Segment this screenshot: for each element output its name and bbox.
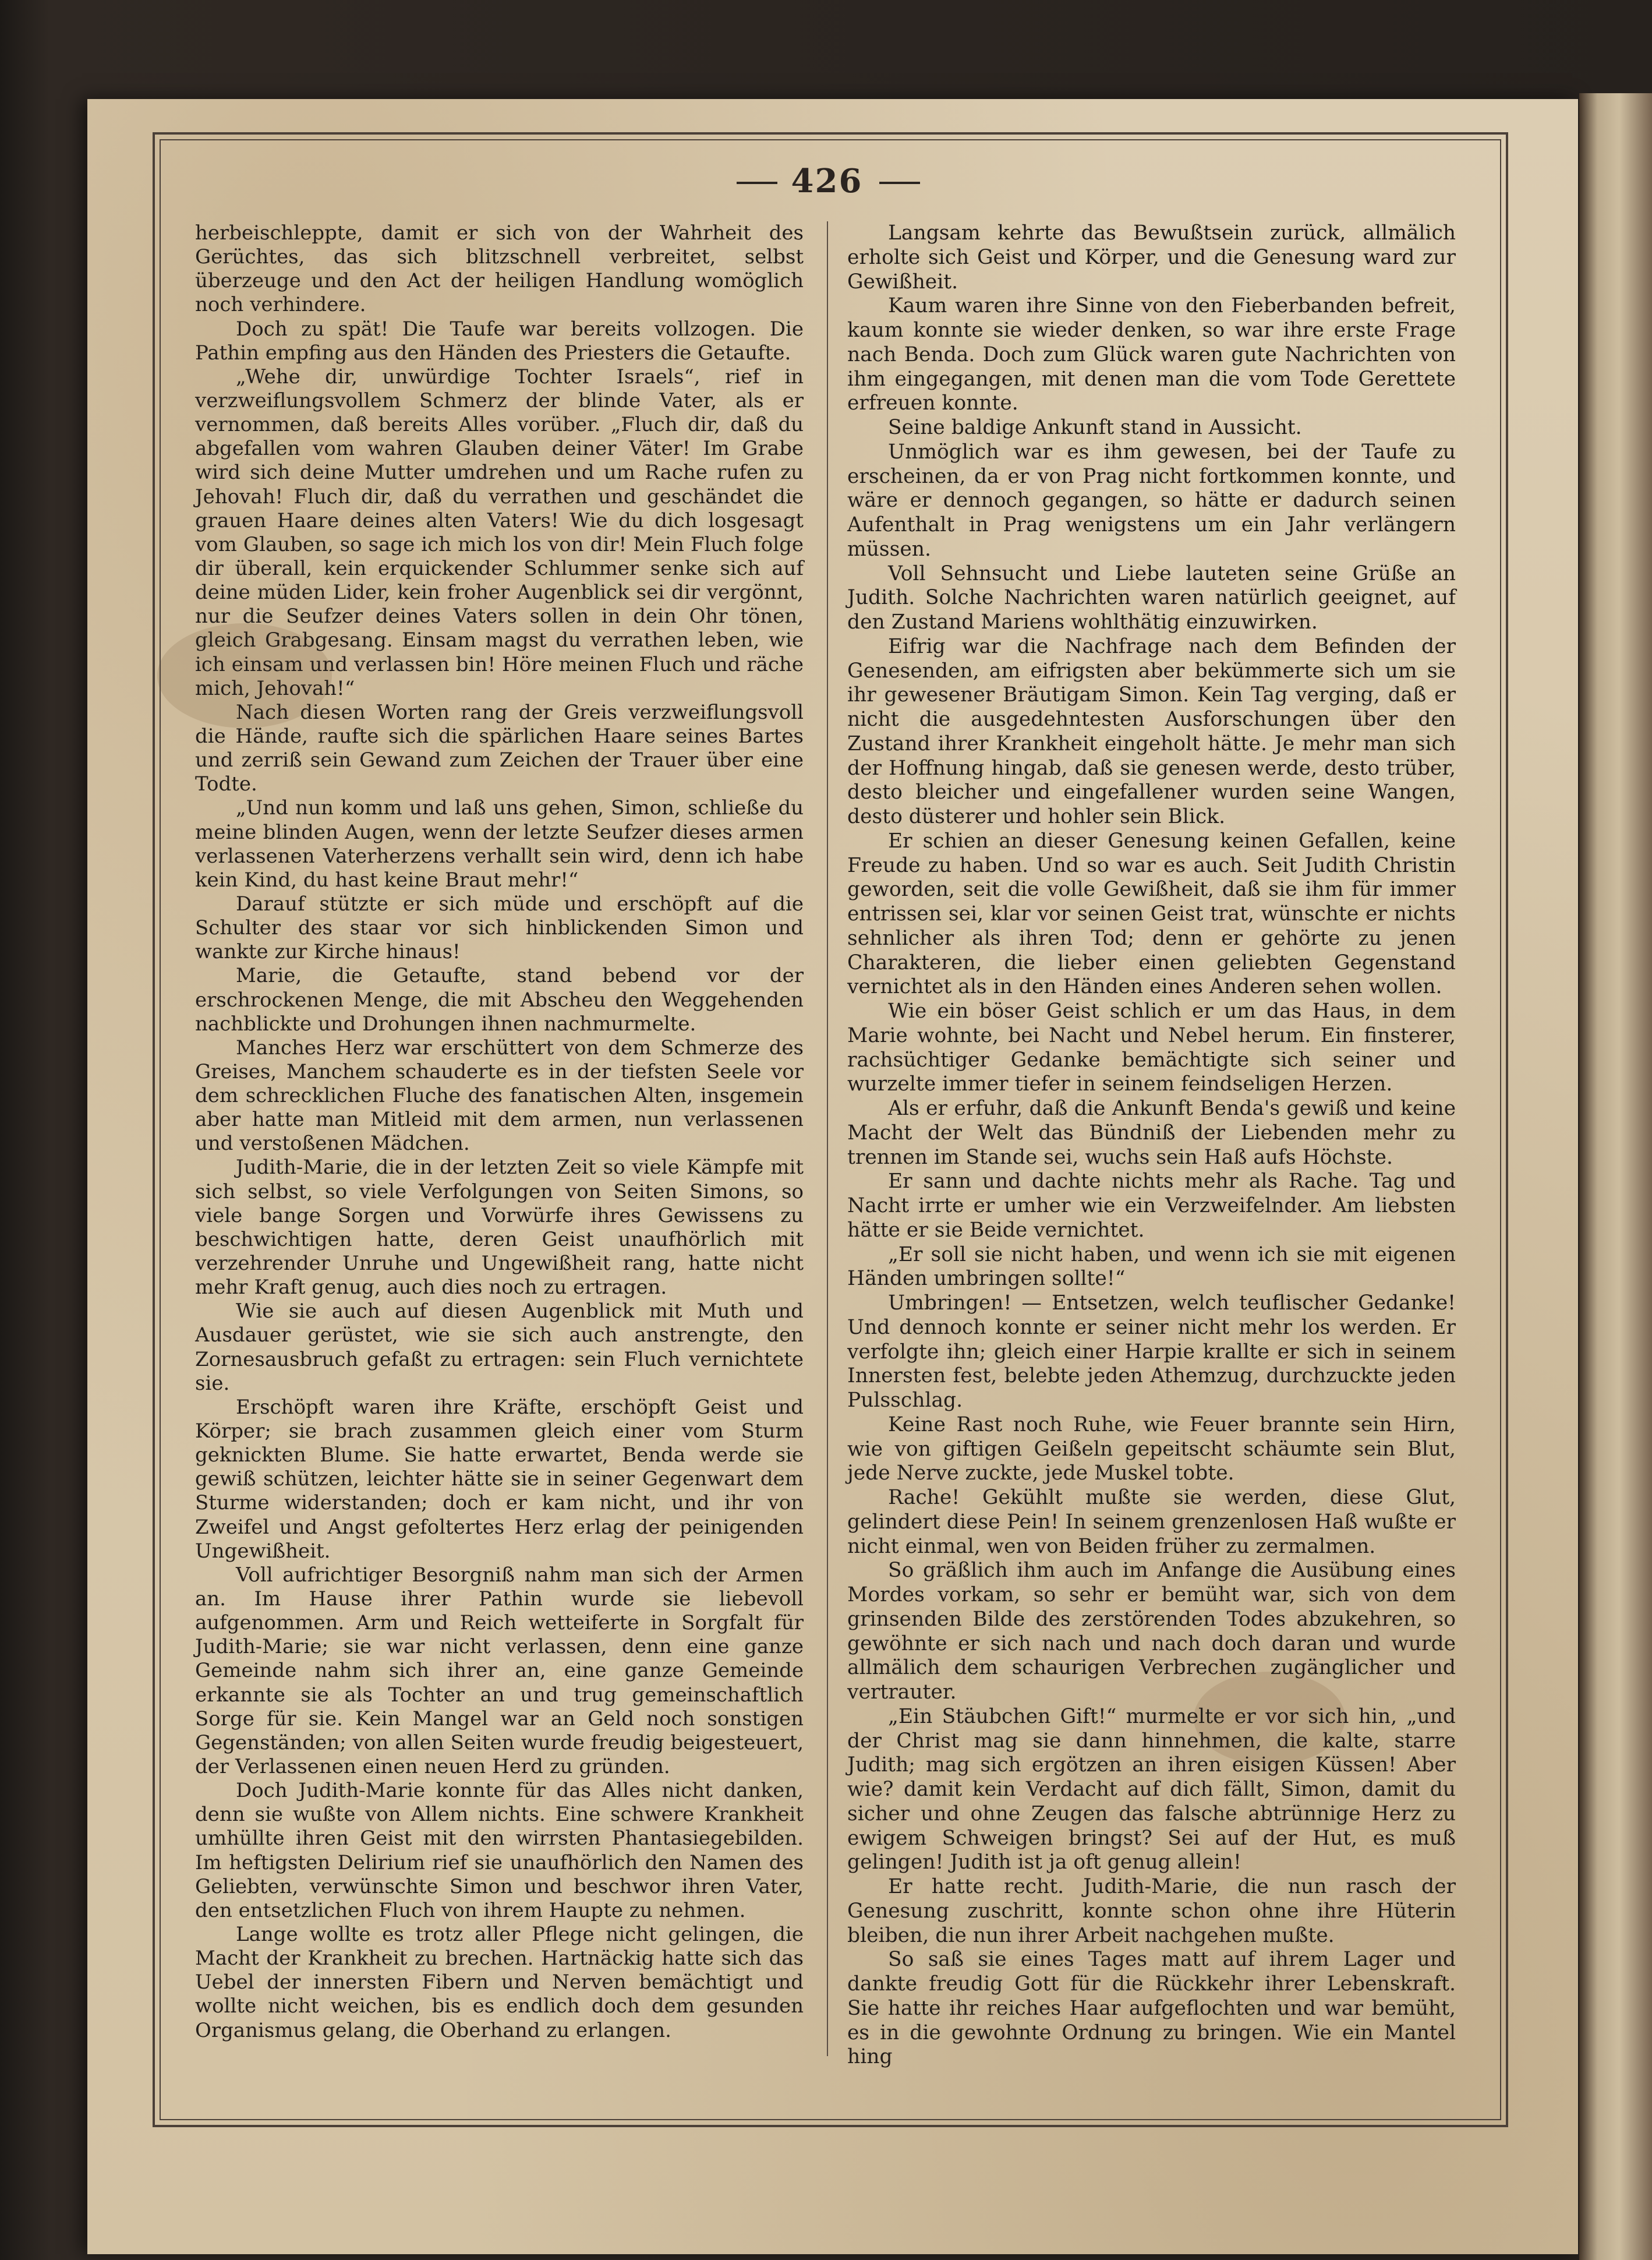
paragraph: So saß sie eines Tages matt auf ihrem Lager und dankte freudig Gott für die Rückkehr ihrer Lebenskraft. Sie hatte ihr reiches Haar aufgeflochten und war bemüht, es in die gewohnte Ordnung zu bringen. Wie ein Mantel hing [847, 1948, 1456, 2069]
paragraph: Als er erfuhr, daß die Ankunft Benda's gewiß und keine Macht der Welt das Bündniß der Liebenden mehr zu trennen im Stande sei, wuchs sein Haß aufs Höchste. [847, 1097, 1456, 1169]
paragraph: Nach diesen Worten rang der Greis verzweiflungsvoll die Hände, raufte sich die spärlichen Haare seines Bartes und zerriß sein Gewand zum Zeichen der Trauer über eine Todte. [195, 700, 804, 796]
column-divider [827, 221, 828, 2056]
paragraph: Voll aufrichtiger Besorgniß nahm man sich der Armen an. Im Hause ihrer Pathin wurde sie liebevoll aufgenommen. Arm und Reich wetteiferte in Sorgfalt für Judith-Marie; sie war nicht verlassen, denn eine ganze Gemeinde nahm sich ihrer an, eine ganze Gemeinde erkannte sie als Tochter an und trug gemeinschaftlich Sorge für sie. Kein Mangel war an Geld noch sonstigen Gegenständen; von allen Seiten wurde freudig beigesteuert, der Verlassenen einen neuen Herd zu gründen. [195, 1563, 804, 1778]
paragraph: Keine Rast noch Ruhe, wie Feuer brannte sein Hirn, wie von giftigen Geißeln gepeitscht schäumte sein Blut, jede Nerve zuckte, jede Muskel tobte. [847, 1412, 1456, 1485]
paragraph: So gräßlich ihm auch im Anfange die Ausübung eines Mordes vorkam, so sehr er bemüht war, sich von dem grinsenden Bilde des zerstörenden Todes abzukehren, so gewöhnte er sich nach und nach doch daran und wurde allmälich dem schaurigen Verbrechen zugänglicher und vertrauter. [847, 1559, 1456, 1704]
paragraph: Kaum waren ihre Sinne von den Fieberbanden befreit, kaum konnte sie wieder denken, so war ihre erste Frage nach Benda. Doch zum Glück waren gute Nachrichten von ihm eingegangen, mit denen man die vom Tode Gerettete erfreuen konnte. [847, 294, 1456, 415]
paragraph: Marie, die Getaufte, stand bebend vor der erschrockenen Menge, die mit Abscheu den Weggehenden nachblickte und Drohungen ihnen nachmurmelte. [195, 964, 804, 1036]
paragraph: Manches Herz war erschüttert von dem Schmerze des Greises, Manchem schauderte es in der tiefsten Seele vor dem schrecklichen Fluche des fanatischen Alten, insgemein aber hatte man Mitleid mit dem armen, nun verlassenen und verstoßenen Mädchen. [195, 1036, 804, 1156]
paragraph: Eifrig war die Nachfrage nach dem Befinden der Genesenden, am eifrigsten aber bekümmerte sich um sie ihr gewesener Bräutigam Simon. Kein Tag verging, daß er nicht die ausgedehntesten Ausforschungen über den Zustand ihrer Krankheit eingeholt hätte. Je mehr man sich der Hoffnung hingab, daß sie genesen werde, desto trüber, desto bleicher und eingefallener wurden seine Wangen, desto düsterer und hohler sein Blick. [847, 634, 1456, 828]
paragraph: Er sann und dachte nichts mehr als Rache. Tag und Nacht irrte er umher wie ein Verzweifelnder. Am liebsten hätte er sie Beide vernichtet. [847, 1170, 1456, 1242]
paragraph: Voll Sehnsucht und Liebe lauteten seine Grüße an Judith. Solche Nachrichten waren natürlich geeignet, auf den Zustand Mariens wohlthätig einzuwirken. [847, 562, 1456, 634]
paragraph: Unmöglich war es ihm gewesen, bei der Taufe zu erscheinen, da er von Prag nicht fortkommen konnte, und wäre er dennoch gegangen, so hätte er dadurch seinen Aufenthalt in Prag wenigstens um ein Jahr verlängern müssen. [847, 440, 1456, 561]
paragraph: „Er soll sie nicht haben, und wenn ich sie mit eigenen Händen umbringen sollte!“ [847, 1242, 1456, 1291]
paragraph: Doch zu spät! Die Taufe war bereits vollzogen. Die Pathin empfing aus den Händen des Priesters die Getaufte. [195, 317, 804, 365]
right-column [847, 221, 1456, 2070]
paragraph: Judith-Marie, die in der letzten Zeit so viele Kämpfe mit sich selbst, so viele Verfolgungen von Seiten Simons, so viele bange Sorgen und Vorwürfe ihres Gewissens zu beschwichtigen hatte, deren Geist unaufhörlich mit verzehrender Unruhe und Ungewißheit rang, hatte nicht mehr Kraft genug, auch dies noch zu ertragen. [195, 1156, 804, 1300]
paragraph: Seine baldige Ankunft stand in Aussicht. [888, 416, 1302, 439]
header-ornament-right [879, 182, 920, 184]
left-column [195, 221, 804, 2043]
paragraph: Rache! Gekühlt mußte sie werden, diese Glut, gelindert diese Pein! In seinem grenzenlosen Haß wußte er nicht einmal, wen von Beiden früher zu zermalmen. [847, 1486, 1456, 1558]
paragraph: Umbringen! — Entsetzen, welch teuflischer Gedanke! Und dennoch konnte er seiner nicht mehr los werden. Er verfolgte ihn; gleich einer Harpie krallte er sich in seinem Innersten fest, belebte jeden Athemzug, durchzuckte jeden Pulsschlag. [847, 1291, 1456, 1412]
page-number: 426 [791, 162, 863, 200]
paragraph: Doch Judith-Marie konnte für das Alles nicht danken, denn sie wußte von Allem nichts. Eine schwere Krankheit umhüllte ihren Geist mit den wirrsten Phantasiegebilden. Im heftigsten Delirium rief sie unaufhörlich den Namen des Geliebten, verwünschte Simon und beschwor ihren Vater, den entsetzlichen Fluch von ihrem Haupte zu nehmen. [195, 1779, 804, 1922]
book-edge [1579, 93, 1652, 2260]
paragraph: Lange wollte es trotz aller Pflege nicht gelingen, die Macht der Krankheit zu brechen. Hartnäckig hatte sich das Uebel der innersten Fibern und Nerven bemächtigt und wollte nicht weichen, bis es endlich doch dem gesunden Organismus gelang, die Oberhand zu erlangen. [195, 1922, 804, 2042]
paragraph: Erschöpft waren ihre Kräfte, erschöpft Geist und Körper; sie brach zusammen gleich einer vom Sturm geknickten Blume. Sie hatte erwartet, Benda werde sie gewiß schützen, leichter hätte sie in seiner Gegenwart dem Sturme widerstanden; doch er kam nicht, und ihr von Zweifel und Angst gefoltertes Herz erlag der peinigenden Ungewißheit. [195, 1395, 804, 1563]
paragraph: „Wehe dir, unwürdige Tochter Israels“, rief in verzweiflungsvollem Schmerz der blinde Vater, als er vernommen, daß bereits Alles vorüber. „Fluch dir, daß du abgefallen vom wahren Glauben deiner Väter! Im Grabe wird sich deine Mutter umdrehen und um Rache rufen zu Jehovah! Fluch dir, daß du verrathen und geschändet die grauen Haare deines alten Vaters! Wie du dich losgesagt vom Glauben, so sage ich mich los von dir! Mein Fluch folge dir überall, kein erquickender Schlummer senke sich auf deine müden Lider, kein froher Augenblick sei dir vergönnt, nur die Seufzer deines Vaters sollen in dein Ohr tönen, gleich Grabgesang. Einsam magst du verrathen leben, wie ich einsam und verlassen bin! Höre meinen Fluch und räche mich, Jehovah!“ [195, 365, 804, 700]
paragraph: Wie ein böser Geist schlich er um das Haus, in dem Marie wohnte, bei Nacht und Nebel herum. Ein finsterer, rachsüchtiger Gedanke bemächtigte sich seiner und wurzelte immer tiefer in seinem feindseligen Herzen. [847, 1000, 1456, 1096]
paragraph: Langsam kehrte das Bewußtsein zurück, allmälich erholte sich Geist und Körper, und die Genesung ward zur Gewißheit. [847, 221, 1456, 294]
paragraph: herbeischleppte, damit er sich von der Wahrheit des Gerüchtes, das sich blitzschnell verbreitet, selbst überzeuge und den Act der heiligen Handlung womöglich noch verhindere. [195, 221, 804, 317]
paragraph: „Und nun komm und laß uns gehen, Simon, schließe du meine blinden Augen, wenn der letzte Seufzer dieses armen verlassenen Vaterherzens verhallt sein wird, denn ich habe kein Kind, du hast keine Braut mehr!“ [195, 796, 804, 892]
paragraph: „Ein Stäubchen Gift!“ murmelte er vor sich hin, „und der Christ mag sie dann hinnehmen, die kalte, starre Judith; mag sich ergötzen an ihren eisigen Küssen! Aber wie? damit kein Verdacht auf dich fällt, Simon, damit du sicher und ohne Zeugen das falsche abtrünnige Herz zu ewigem Schweigen bringst? Sei auf der Hut, es muß gelingen! Judith ist ja oft genug allein! [847, 1704, 1456, 1874]
paragraph: Darauf stützte er sich müde und erschöpft auf die Schulter des staar vor sich hinblickenden Simon und wankte zur Kirche hinaus! [195, 892, 804, 964]
paragraph: Er hatte recht. Judith-Marie, die nun rasch der Genesung zuschritt, konnte schon ohne ihre Hüterin bleiben, die nun ihrer Arbeit nachgehen mußte. [847, 1875, 1456, 1947]
paragraph: Er schien an dieser Genesung keinen Gefallen, keine Freude zu haben. Und so war es auch. Seit Judith Christin geworden, seit die volle Gewißheit, daß sie ihm für immer entrissen sei, klar vor seinen Geist trat, wünschte er nichts sehnlicher als ihren Tod; denn er gehörte zu jenen Charakteren, die lieber einen geliebten Gegenstand vernichtet als in den Händen eines Anderen sehen wollen. [847, 829, 1456, 999]
paragraph: Wie sie auch auf diesen Augenblick mit Muth und Ausdauer gerüstet, wie sie sich auch anstrengte, den Zornesausbruch gefaßt zu ertragen: sein Fluch vernichtete sie. [195, 1300, 804, 1395]
